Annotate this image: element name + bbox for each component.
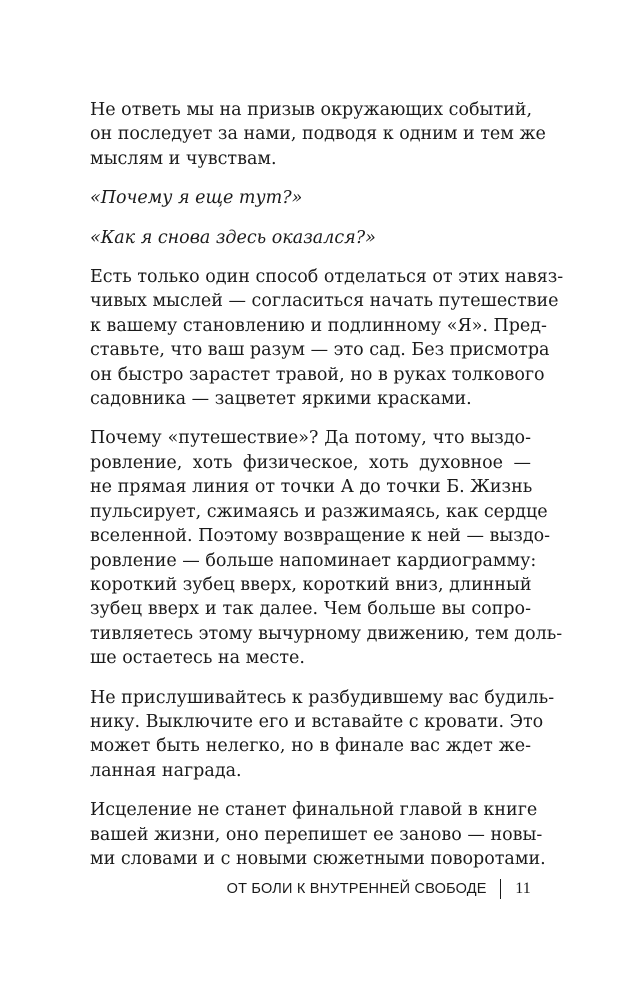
text-line: ставьте, что ваш разум — это сад. Без присмотра	[90, 340, 550, 361]
text-line: нику. Выключите его и вставайте с кровати. Это	[90, 711, 544, 732]
paragraph-5	[90, 426, 563, 670]
text-line: «Как я снова здесь оказался?»	[90, 227, 376, 248]
text-line: Есть только один способ отделаться от этих навяз-	[90, 267, 564, 288]
text-line: Не ответь мы на призыв окружающих событий,	[90, 100, 533, 120]
text-line: тивляетесь этому вычурному движению, тем доль-	[90, 623, 563, 644]
text-line: вселенной. Поэтому возвращение к ней — выздо-	[90, 526, 551, 547]
text-line: пульсирует, сжимаясь и разжимаясь, как сердце	[90, 501, 548, 522]
paragraph-italic-question-1	[90, 186, 531, 210]
text-line: к вашему становлению и подлинному «Я». Пред-	[90, 315, 547, 336]
paragraph-italic-question-2	[90, 226, 531, 250]
text-line: он последует за нами, подводя к одним и тем же	[90, 124, 546, 145]
page-body	[90, 98, 564, 886]
text-line: ровление, хоть физическое, хоть духовное —	[90, 452, 531, 473]
text-line: ше остаетесь на месте.	[90, 648, 305, 669]
text-line: мыслям и чувствам.	[90, 148, 277, 169]
text-line: может быть нелегко, но в финале вас ждет же-	[90, 736, 531, 757]
text-line: Исцеление не станет финальной главой в книге	[90, 800, 538, 821]
text-line: Почему «путешествие»? Да потому, что выздо-	[90, 428, 531, 449]
text-line: он быстро зарастет травой, но в руках толкового	[90, 364, 545, 385]
paragraph-6	[90, 686, 555, 784]
text-line: вашей жизни, оно перепишет ее заново — новы-	[90, 824, 543, 845]
text-line: не прямая линия от точки А до точки Б. Жизнь	[90, 477, 533, 498]
text-line: «Почему я еще тут?»	[90, 188, 303, 209]
running-footer	[227, 879, 531, 899]
text-line: ланная награда.	[90, 760, 242, 781]
text-line: садовника — зацветет яркими красками.	[90, 389, 472, 410]
page-number: 11	[515, 880, 531, 897]
text-line: ми словами и с новыми сюжетными поворотами.	[90, 848, 546, 869]
running-title: ОТ БОЛИ К ВНУТРЕННЕЙ СВОБОДЕ	[226, 881, 487, 897]
text-line: Не прислушивайтесь к разбудившему вас будиль-	[90, 687, 555, 708]
paragraph-1	[90, 98, 546, 171]
paragraph-7	[90, 798, 546, 871]
text-line: чивых мыслей — согласиться начать путешествие	[90, 291, 559, 312]
text-line: ровление — больше напоминает кардиограмму:	[90, 550, 537, 571]
text-line: короткий зубец вверх, короткий вниз, длинный	[90, 574, 532, 595]
paragraph-4	[90, 265, 564, 411]
text-line: зубец вверх и так далее. Чем больше вы сопро-	[90, 599, 531, 620]
footer-divider	[500, 879, 502, 899]
